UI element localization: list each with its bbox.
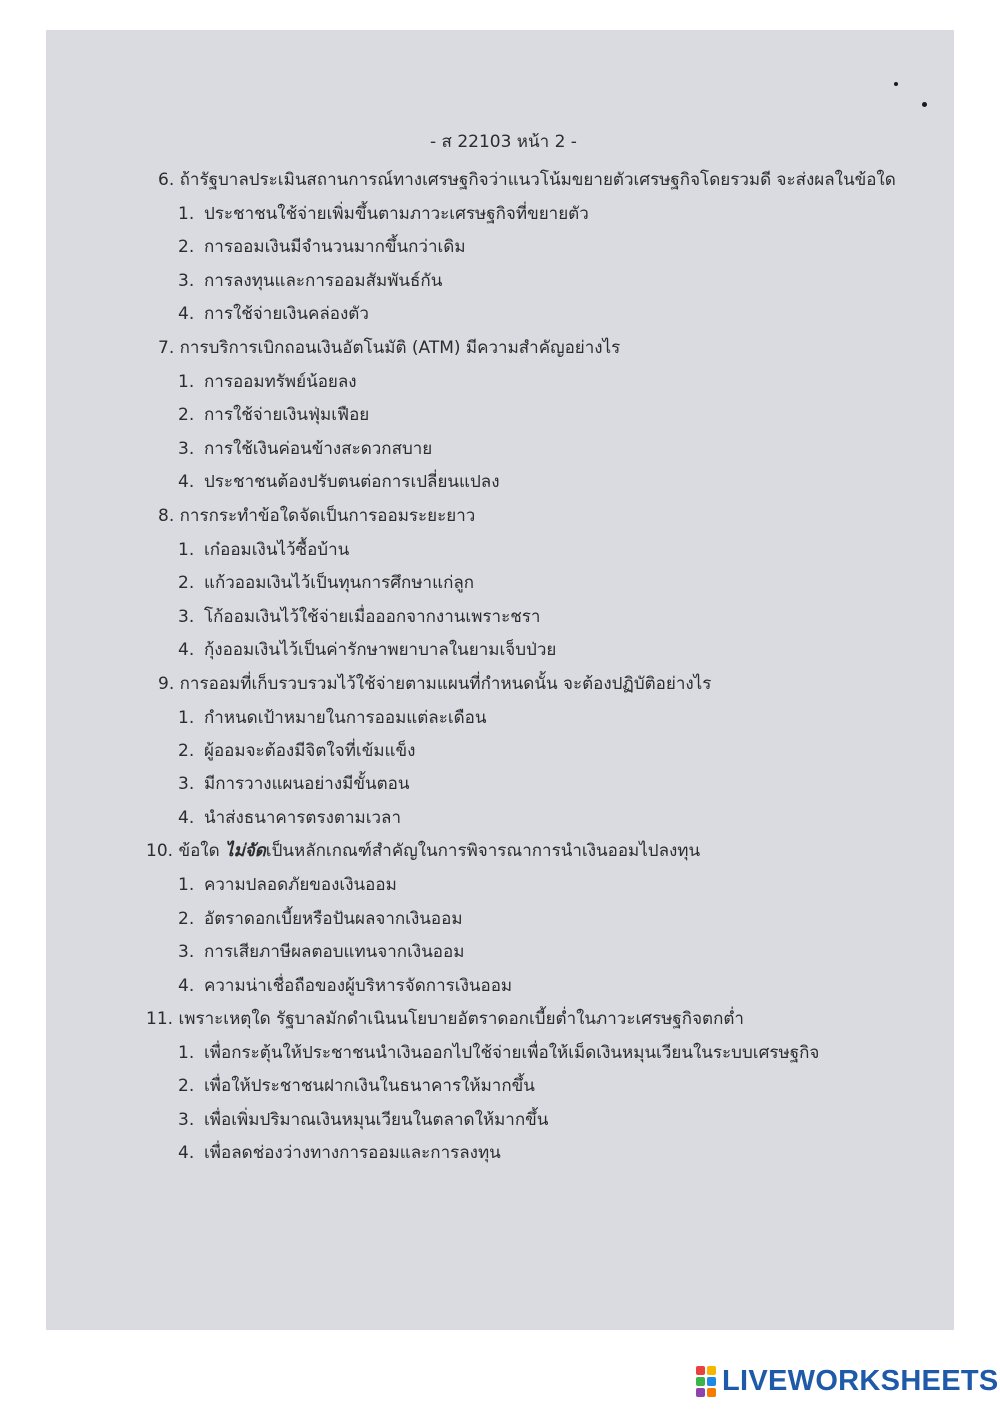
option-text: เพื่อลดช่องว่างทางการออมและการลงทุน (204, 1143, 501, 1163)
question-number: 11. (146, 1009, 174, 1029)
option-text: เพื่อกระตุ้นให้ประชาชนนำเงินออกไปใช้จ่ายเพื่อให้เม็ดเงินหมุนเวียนในระบบเศรษฐกิจ (204, 1043, 820, 1063)
option-number: 3. (178, 774, 195, 794)
option-number: 4. (178, 640, 195, 660)
option-text: ผู้ออมจะต้องมีจิตใจที่เข้มแข็ง (204, 741, 416, 761)
option-number: 2. (178, 909, 195, 929)
option-text: ความน่าเชื่อถือของผู้บริหารจัดการเงินออม (204, 976, 513, 996)
speck-dot (922, 102, 927, 107)
logo-mark-icon (696, 1366, 716, 1397)
liveworksheets-logo (696, 1361, 999, 1401)
question-9 (158, 670, 711, 697)
option-8-3 (178, 603, 540, 630)
option-number: 1. (178, 204, 195, 224)
option-number: 4. (178, 472, 195, 492)
option-text: ประชาชนต้องปรับตนต่อการเปลี่ยนแปลง (204, 472, 500, 492)
option-8-2 (178, 569, 474, 596)
logo-block (696, 1388, 705, 1397)
option-text: ประชาชนใช้จ่ายเพิ่มขึ้นตามภาวะเศรษฐกิจที่ขยายตัว (204, 204, 589, 224)
option-number: 3. (178, 271, 195, 291)
option-9-3 (178, 770, 409, 797)
option-number: 2. (178, 405, 195, 425)
option-8-1 (178, 536, 349, 563)
option-7-1 (178, 368, 357, 395)
option-9-1 (178, 704, 487, 731)
option-number: 1. (178, 708, 195, 728)
option-text: เพื่อเพิ่มปริมาณเงินหมุนเวียนในตลาดให้มากขึ้น (204, 1110, 549, 1130)
option-8-4 (178, 636, 556, 663)
option-number: 1. (178, 540, 195, 560)
option-number: 2. (178, 237, 195, 257)
option-9-4 (178, 804, 401, 831)
option-7-4 (178, 468, 500, 495)
option-11-4 (178, 1139, 501, 1166)
option-number: 2. (178, 741, 195, 761)
option-number: 4. (178, 976, 195, 996)
option-6-1 (178, 200, 589, 227)
option-6-2 (178, 233, 466, 260)
option-text: โก้ออมเงินไว้ใช้จ่ายเมื่อออกจากงานเพราะชรา (204, 607, 541, 627)
option-11-3 (178, 1106, 548, 1133)
option-text: การลงทุนและการออมสัมพันธ์กัน (204, 271, 443, 291)
page-header: - ส 22103 หน้า 2 - (430, 132, 577, 152)
question-text: การออมที่เก็บรวบรวมไว้ใช้จ่ายตามแผนที่กำหนดนั้น จะต้องปฏิบัติอย่างไร (179, 674, 712, 694)
option-10-1 (178, 871, 397, 898)
option-text: การใช้จ่ายเงินคล่องตัว (204, 304, 369, 324)
option-7-3 (178, 435, 432, 462)
question-number: 10. (146, 841, 174, 861)
option-11-2 (178, 1072, 535, 1099)
question-8 (158, 502, 475, 529)
logo-text: LIVEWORKSHEETS (722, 1364, 999, 1397)
option-10-3 (178, 938, 464, 965)
question-6 (158, 166, 896, 193)
option-text: กุ้งออมเงินไว้เป็นค่ารักษาพยาบาลในยามเจ็บป่วย (204, 640, 557, 660)
option-text: การใช้จ่ายเงินฟุ่มเฟือย (204, 405, 370, 425)
option-10-2 (178, 905, 463, 932)
question-emphasis: ไม่จัด (225, 841, 266, 861)
option-6-4 (178, 300, 369, 327)
question-text: การบริการเบิกถอนเงินอัตโนมัติ (ATM) มีความสำคัญอย่างไร (179, 338, 621, 358)
option-9-2 (178, 737, 415, 764)
option-number: 1. (178, 1043, 195, 1063)
option-7-2 (178, 401, 369, 428)
speck-dot (894, 82, 898, 86)
option-number: 3. (178, 942, 195, 962)
question-text: ถ้ารัฐบาลประเมินสถานการณ์ทางเศรษฐกิจว่าแนวโน้มขยายตัวเศรษฐกิจโดยรวมดี จะส่งผลในข้อใด (179, 170, 896, 190)
question-11 (146, 1005, 744, 1032)
logo-block (707, 1377, 716, 1386)
option-10-4 (178, 972, 512, 999)
option-text: การออมเงินมีจำนวนมากขึ้นกว่าเดิม (204, 237, 466, 257)
option-6-3 (178, 267, 442, 294)
question-number: 9. (158, 674, 175, 694)
option-text: นำส่งธนาคารตรงตามเวลา (204, 808, 402, 828)
question-text: เพราะเหตุใด รัฐบาลมักดำเนินนโยบายอัตราดอกเบี้ยต่ำในภาวะเศรษฐกิจตกต่ำ (178, 1009, 744, 1029)
option-text: แก้วออมเงินไว้เป็นทุนการศึกษาแก่ลูก (204, 573, 475, 593)
option-number: 2. (178, 1076, 195, 1096)
option-text: มีการวางแผนอย่างมีขั้นตอน (204, 774, 410, 794)
option-text: กำหนดเป้าหมายในการออมแต่ละเดือน (204, 708, 487, 728)
question-text (178, 841, 700, 861)
option-number: 2. (178, 573, 195, 593)
option-number: 3. (178, 1110, 195, 1130)
option-text: การเสียภาษีผลตอบแทนจากเงินออม (204, 942, 465, 962)
question-number: 8. (158, 506, 175, 526)
option-number: 4. (178, 304, 195, 324)
option-number: 1. (178, 372, 195, 392)
option-text: เพื่อให้ประชาชนฝากเงินในธนาคารให้มากขึ้น (204, 1076, 535, 1096)
option-11-1 (178, 1039, 819, 1066)
question-7 (158, 334, 620, 361)
option-text: ความปลอดภัยของเงินออม (204, 875, 397, 895)
option-text: การออมทรัพย์น้อยลง (204, 372, 357, 392)
option-text: เก๋ออมเงินไว้ซื้อบ้าน (204, 540, 350, 560)
option-number: 1. (178, 875, 195, 895)
question-number: 6. (158, 170, 175, 190)
option-text: การใช้เงินค่อนข้างสะดวกสบาย (204, 439, 433, 459)
question-text: การกระทำข้อใดจัดเป็นการออมระยะยาว (179, 506, 476, 526)
logo-block (707, 1366, 716, 1375)
logo-block (696, 1377, 705, 1386)
option-number: 3. (178, 607, 195, 627)
question-10 (146, 837, 700, 864)
logo-block (707, 1388, 716, 1397)
question-text-after: เป็นหลักเกณฑ์สำคัญในการพิจารณาการนำเงินออมไปลงทุน (265, 841, 701, 861)
option-number: 3. (178, 439, 195, 459)
question-text-before: ข้อใด (178, 841, 226, 861)
logo-block (696, 1366, 705, 1375)
option-text: อัตราดอกเบี้ยหรือปันผลจากเงินออม (204, 909, 463, 929)
question-number: 7. (158, 338, 175, 358)
option-number: 4. (178, 808, 195, 828)
option-number: 4. (178, 1143, 195, 1163)
